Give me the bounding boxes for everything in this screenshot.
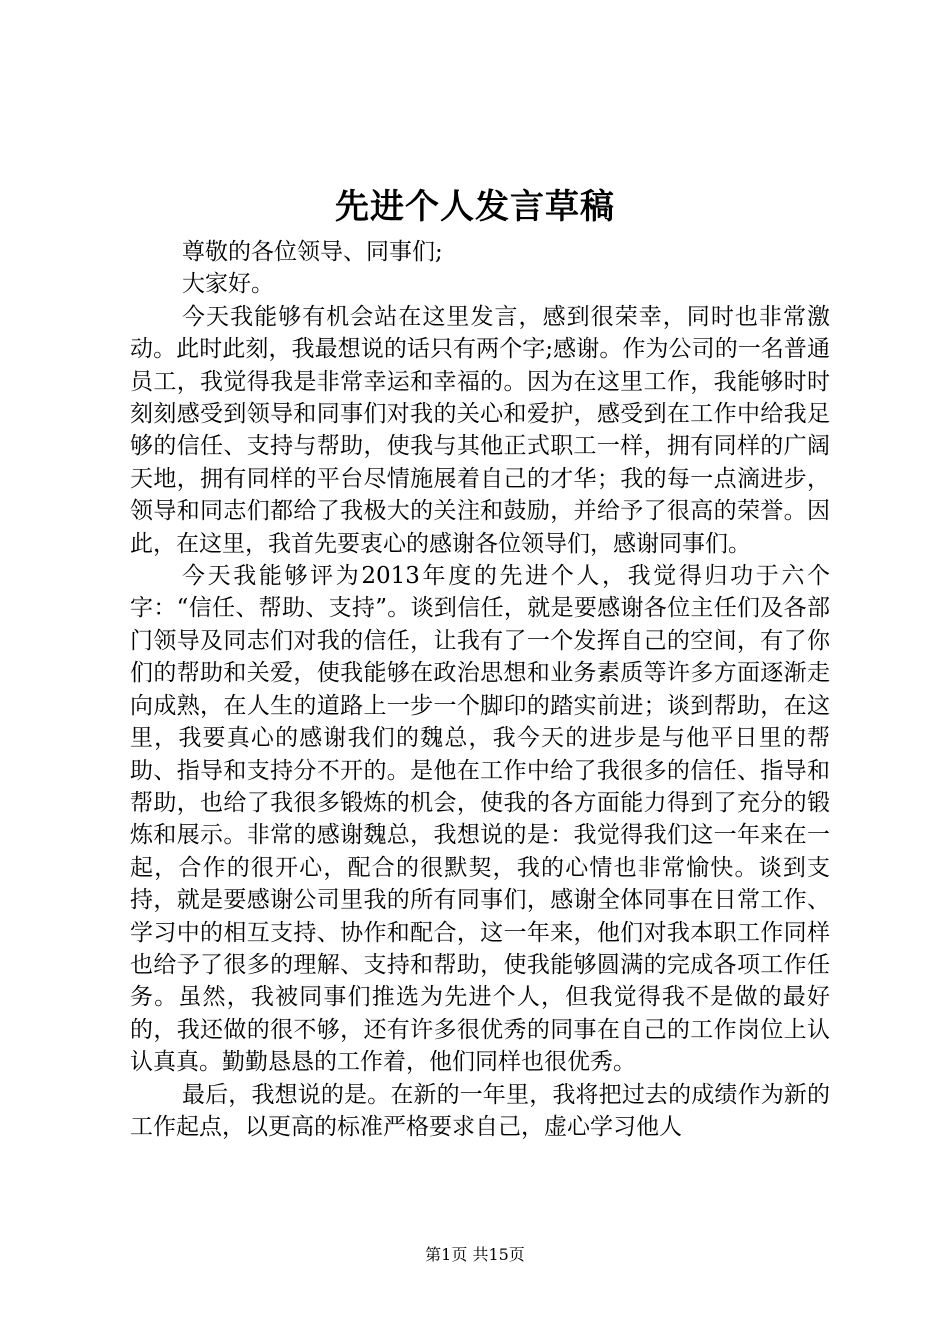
salutation: 尊敬的各位领导、同事们; bbox=[182, 239, 443, 265]
document-body bbox=[130, 236, 830, 1143]
paragraph-trust-help-support: 今天我能够评为2013年度的先进个人，我觉得归功于六个字：“信任、帮助、支持”。谈到信任，就是要感谢各位主任们及各部门领导及同志们对我的信任，让我有了一个发挥自己的空间，有了你们的帮助和关爱，使我能够在政治思想和业务素质等许多方面逐渐走向成熟，在人生的道路上一步一个脚印的踏实前进；谈到帮助，在这里，我要真心的感谢我们的魏总，我今天的进步是与他平日里的帮助、指导和支持分不开的。是他在工作中给了我很多的信任、指导和帮助，也给了我很多锻炼的机会，使我的各方面能力得到了充分的锻炼和展示。非常的感谢魏总，我想说的是：我觉得我们这一年来在一起，合作的很开心，配合的很默契，我的心情也非常愉快。谈到支持，就是要感谢公司里我的所有同事们，感谢全体同事在日常工作、学习中的相互支持、协作和配合，这一年来，他们对我本职工作同样也给予了很多的理解、支持和帮助，使我能够圆满的完成各项工作任务。虽然，我被同事们推选为先进个人，但我觉得我不是做的最好的，我还做的很不够，还有许多很优秀的同事在自己的工作岗位上认认真真。勤勤恳恳的工作着，他们同样也很优秀。 bbox=[130, 563, 830, 1076]
page-number: 第1页 共15页 bbox=[425, 1245, 525, 1264]
paragraph-thanks: 今天我能够有机会站在这里发言，感到很荣幸，同时也非常激动。此时此刻，我最想说的话只有两个字;感谢。作为公司的一名普通员工，我觉得我是非常幸运和幸福的。因为在这里工作，我能够时时刻刻感受到领导和同事们对我的关心和爱护，感受到在工作中给我足够的信任、支持与帮助，使我与其他正式职工一样，拥有同样的广阔天地，拥有同样的平台尽情施展着自己的才华；我的每一点滴进步，领导和同志们都给了我极大的关注和鼓励，并给予了很高的荣誉。因此，在这里，我首先要衷心的感谢各位领导们，感谢同事们。 bbox=[130, 303, 830, 557]
paragraph-closing: 最后，我想说的是。在新的一年里，我将把过去的成绩作为新的工作起点，以更高的标准严格要求自己，虚心学习他人 bbox=[130, 1081, 830, 1140]
greeting: 大家好。 bbox=[182, 271, 274, 298]
document-title: 先进个人发言草稿 bbox=[335, 187, 615, 227]
